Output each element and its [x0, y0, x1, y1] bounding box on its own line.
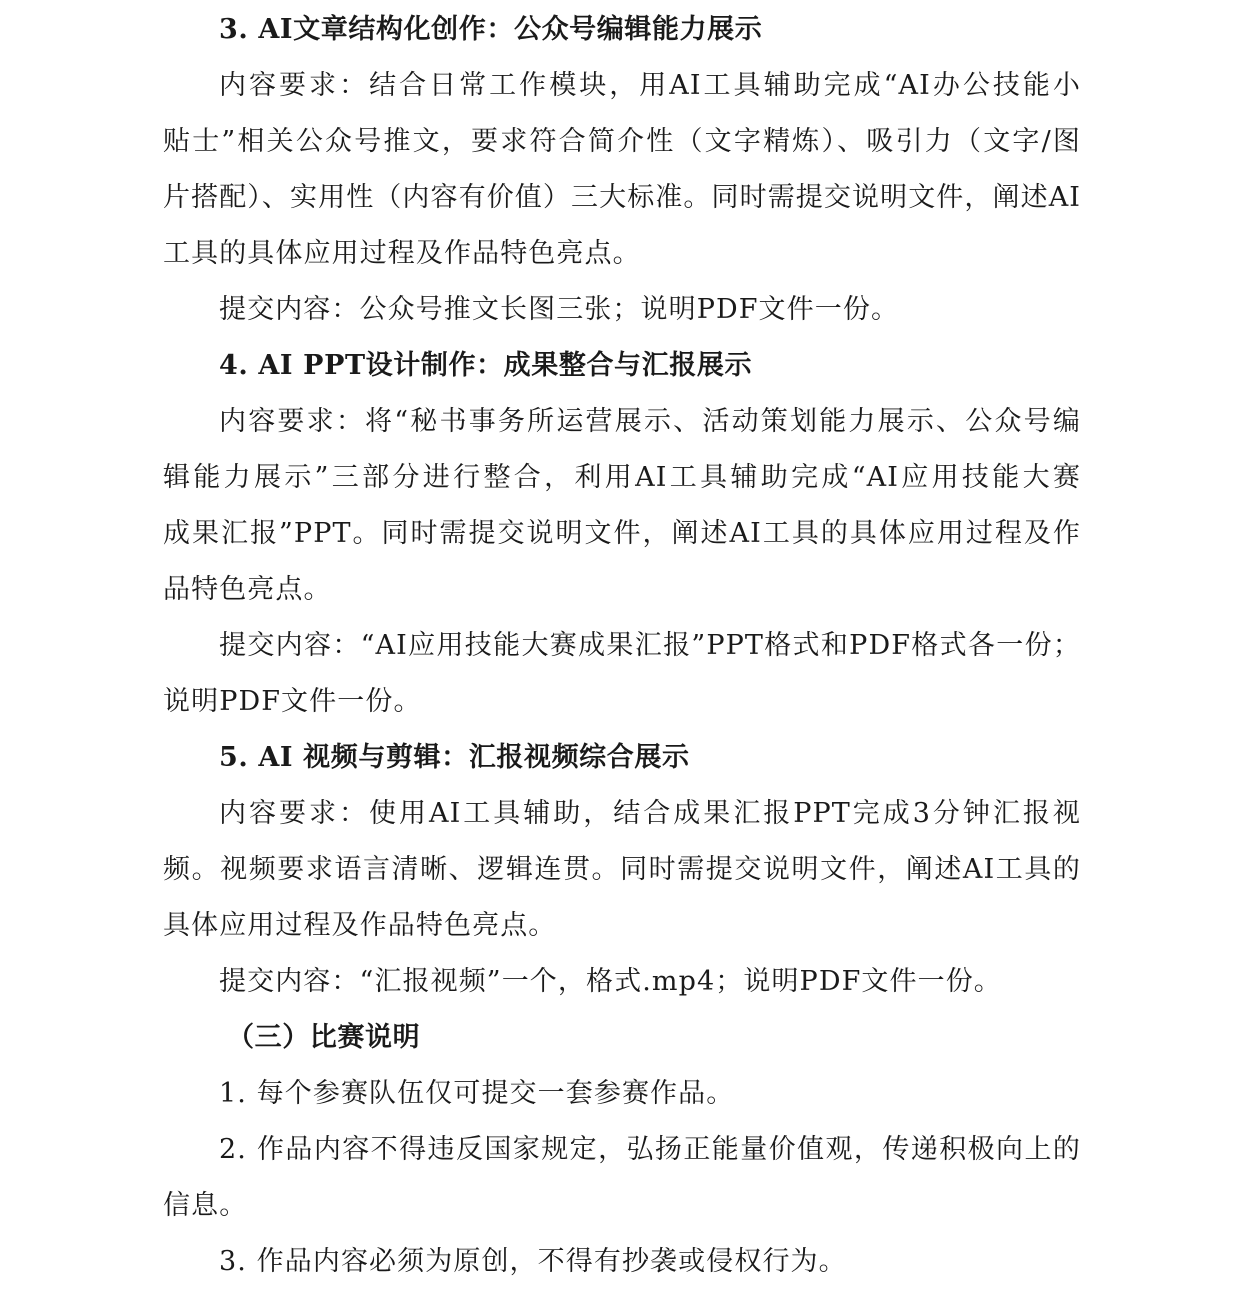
- paragraph-line: 贴士”相关公众号推文，要求符合简介性（文字精炼）、吸引力（文字/图: [163, 126, 1081, 157]
- submission-line: 说明PDF文件一份。: [163, 686, 422, 717]
- paragraph-line: 内容要求：使用AI工具辅助，结合成果汇报PPT完成3分钟汇报视: [219, 798, 1081, 829]
- rule-item-1: 1. 每个参赛队伍仅可提交一套参赛作品。: [219, 1078, 735, 1109]
- section-heading-3: 3. AI文章结构化创作：公众号编辑能力展示: [219, 14, 763, 45]
- rule-item-2-continued: 信息。: [163, 1190, 248, 1221]
- paragraph-line: 品特色亮点。: [163, 574, 332, 605]
- submission-line: 提交内容：公众号推文长图三张；说明PDF文件一份。: [219, 294, 900, 325]
- paragraph-line: 工具的具体应用过程及作品特色亮点。: [163, 238, 641, 269]
- paragraph-line: 辑能力展示”三部分进行整合，利用AI工具辅助完成“AI应用技能大赛: [163, 462, 1081, 493]
- subsection-heading: （三）比赛说明: [227, 1022, 421, 1053]
- rule-item-2: 2. 作品内容不得违反国家规定，弘扬正能量价值观，传递积极向上的: [219, 1134, 1081, 1165]
- paragraph-line: 成果汇报”PPT。同时需提交说明文件，阐述AI工具的具体应用过程及作: [163, 518, 1081, 549]
- paragraph-line: 具体应用过程及作品特色亮点。: [163, 910, 557, 941]
- paragraph-line: 内容要求：将“秘书事务所运营展示、活动策划能力展示、公众号编: [219, 406, 1081, 437]
- paragraph-line: 频。视频要求语言清晰、逻辑连贯。同时需提交说明文件，阐述AI工具的: [163, 854, 1081, 885]
- section-heading-5: 5. AI 视频与剪辑：汇报视频综合展示: [219, 742, 690, 773]
- paragraph-line: 片搭配）、实用性（内容有价值）三大标准。同时需提交说明文件，阐述AI: [163, 182, 1082, 213]
- rule-item-3: 3. 作品内容必须为原创，不得有抄袭或侵权行为。: [219, 1246, 847, 1277]
- submission-line: 提交内容：“汇报视频”一个，格式.mp4；说明PDF文件一份。: [219, 966, 1002, 997]
- submission-line: 提交内容：“AI应用技能大赛成果汇报”PPT格式和PDF格式各一份；: [219, 630, 1081, 661]
- paragraph-line: 内容要求：结合日常工作模块，用AI工具辅助完成“AI办公技能小: [219, 70, 1081, 101]
- section-heading-4: 4. AI PPT设计制作：成果整合与汇报展示: [219, 350, 753, 381]
